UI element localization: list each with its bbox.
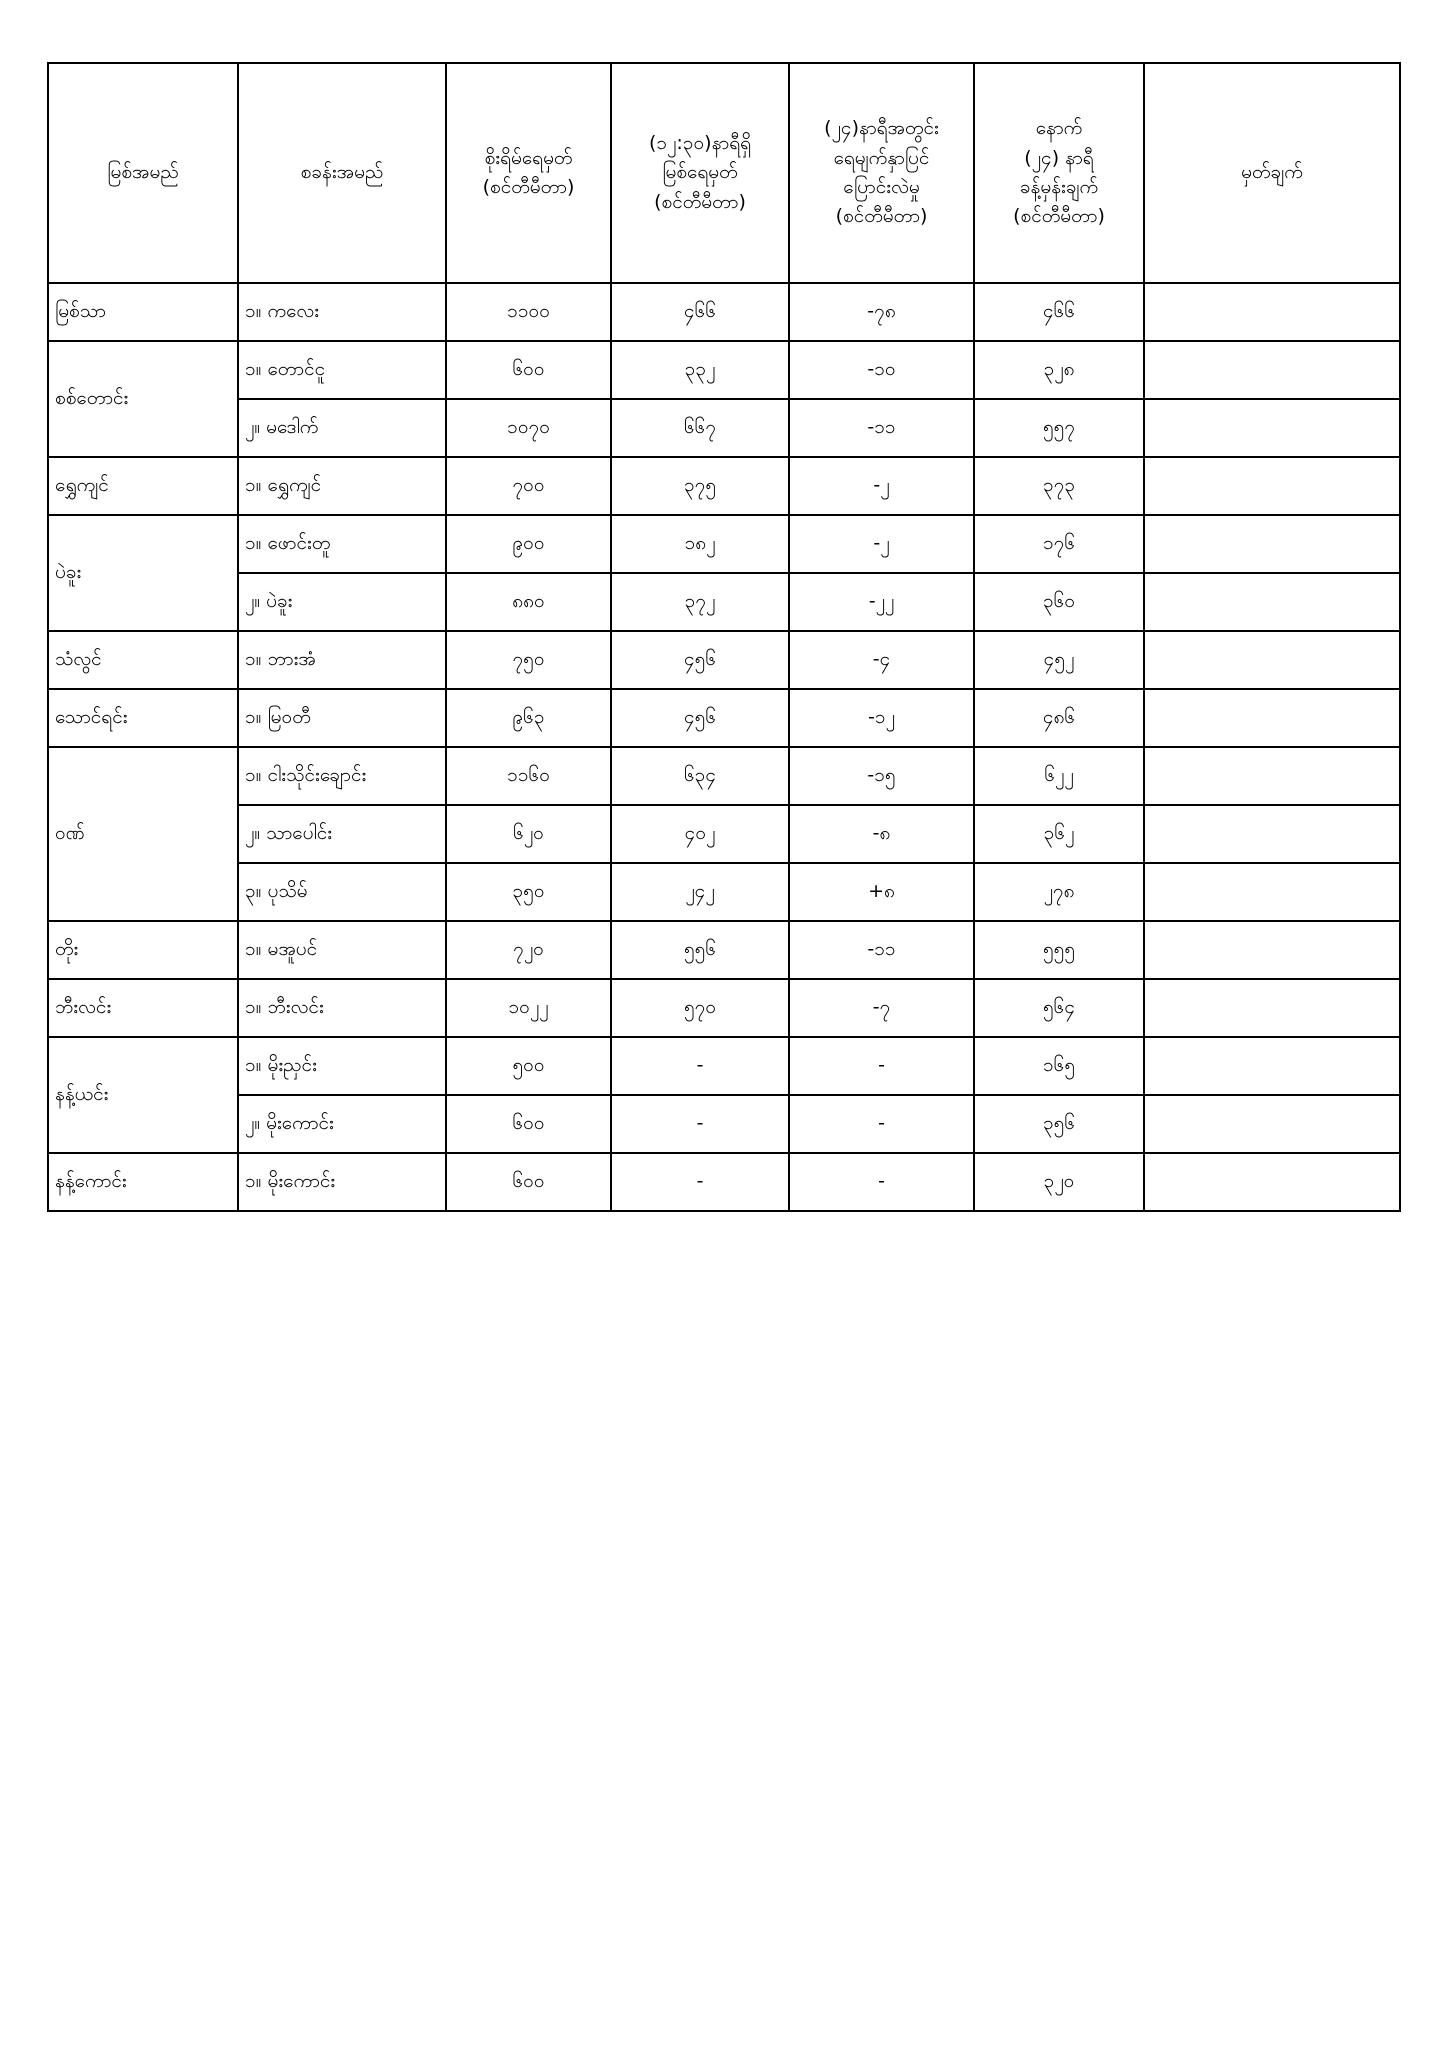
cell-river-name: ပဲခူး	[48, 515, 238, 631]
cell-current-level: ၃၇၅	[611, 457, 789, 515]
cell-river-name: တိုး	[48, 921, 238, 979]
cell-24h-forecast: ၁၇၆	[974, 515, 1144, 573]
cell-station-name: ၁။ ဖောင်းတူ	[238, 515, 446, 573]
cell-danger-level: ၁၀၇၀	[446, 399, 611, 457]
cell-current-level: ၅၇၀	[611, 979, 789, 1037]
cell-current-level: ၃၇၂	[611, 573, 789, 631]
cell-current-level: -	[611, 1153, 789, 1211]
cell-remark	[1144, 399, 1400, 457]
table-row	[48, 747, 1400, 805]
cell-24h-forecast: ၅၅၇	[974, 399, 1144, 457]
cell-24h-change: -၁၂	[789, 689, 974, 747]
cell-station-name: ၁။ ရွှေကျင်	[238, 457, 446, 515]
cell-24h-forecast: ၅၆၄	[974, 979, 1144, 1037]
table-row	[48, 1037, 1400, 1095]
column-header-station: စခန်းအမည်	[238, 63, 446, 283]
cell-24h-change: -၈	[789, 805, 974, 863]
cell-24h-forecast: ၃၆၂	[974, 805, 1144, 863]
cell-danger-level: ၈၈၀	[446, 573, 611, 631]
cell-24h-forecast: ၆၂၂	[974, 747, 1144, 805]
table-row	[48, 1153, 1400, 1211]
column-header-24h-change: (၂၄)နာရီအတွင်း ရေမျက်နှာပြင် ပြောင်းလဲမှု (စင်တီမီတာ)	[789, 63, 974, 283]
cell-station-name: ၁။ မိုးကောင်း	[238, 1153, 446, 1211]
cell-24h-forecast: ၃၅၆	[974, 1095, 1144, 1153]
cell-24h-forecast: ၃၇၃	[974, 457, 1144, 515]
cell-24h-forecast: ၄၆၆	[974, 283, 1144, 341]
cell-danger-level: ၁၁၆၀	[446, 747, 611, 805]
cell-station-name: ၁။ ဘီးလင်း	[238, 979, 446, 1037]
cell-station-name: ၁။ မိုးညှင်း	[238, 1037, 446, 1095]
cell-current-level: -	[611, 1095, 789, 1153]
cell-remark	[1144, 457, 1400, 515]
cell-river-name: သောင်ရင်း	[48, 689, 238, 747]
table-row	[48, 689, 1400, 747]
cell-remark	[1144, 1095, 1400, 1153]
cell-station-name: ၁။ မအူပင်	[238, 921, 446, 979]
cell-remark	[1144, 689, 1400, 747]
cell-remark	[1144, 1153, 1400, 1211]
cell-24h-change: -၁၅	[789, 747, 974, 805]
cell-station-name: ၁။ မြဝတီ	[238, 689, 446, 747]
cell-danger-level: ၁၀၂၂	[446, 979, 611, 1037]
table-row	[48, 979, 1400, 1037]
cell-danger-level: ၅၀၀	[446, 1037, 611, 1095]
cell-remark	[1144, 515, 1400, 573]
cell-current-level: ၂၄၂	[611, 863, 789, 921]
cell-current-level: ၆၆၇	[611, 399, 789, 457]
cell-river-name: နန့်ကောင်း	[48, 1153, 238, 1211]
cell-river-name: ရွှေကျင်	[48, 457, 238, 515]
cell-remark	[1144, 863, 1400, 921]
cell-current-level: ၃၃၂	[611, 341, 789, 399]
cell-24h-change: -၁၀	[789, 341, 974, 399]
cell-24h-forecast: ၄၅၂	[974, 631, 1144, 689]
cell-24h-forecast: ၁၆၅	[974, 1037, 1144, 1095]
cell-danger-level: ၉၆၃	[446, 689, 611, 747]
cell-current-level: ၄၀၂	[611, 805, 789, 863]
cell-danger-level: ၃၅၀	[446, 863, 611, 921]
cell-current-level: ၅၅၆	[611, 921, 789, 979]
table-row	[48, 805, 1400, 863]
cell-river-name: မြစ်သာ	[48, 283, 238, 341]
cell-station-name: ၂။ ပဲခူး	[238, 573, 446, 631]
table-row	[48, 921, 1400, 979]
cell-danger-level: ၆၀၀	[446, 1153, 611, 1211]
cell-remark	[1144, 283, 1400, 341]
cell-danger-level: ၇၂၀	[446, 921, 611, 979]
cell-24h-forecast: ၃၂၈	[974, 341, 1144, 399]
cell-24h-change: -၂	[789, 457, 974, 515]
table-row	[48, 515, 1400, 573]
cell-24h-forecast: ၄၈၆	[974, 689, 1144, 747]
cell-remark	[1144, 747, 1400, 805]
cell-24h-change: -၂	[789, 515, 974, 573]
table-body	[48, 283, 1400, 1211]
cell-danger-level: ၁၁၀၀	[446, 283, 611, 341]
cell-station-name: ၁။ ငါးသိုင်းချောင်း	[238, 747, 446, 805]
cell-station-name: ၁။ ကလေး	[238, 283, 446, 341]
table-row	[48, 457, 1400, 515]
cell-current-level: -	[611, 1037, 789, 1095]
cell-danger-level: ၆၀၀	[446, 341, 611, 399]
cell-station-name: ၂။ မဒေါက်	[238, 399, 446, 457]
cell-24h-change: -၄	[789, 631, 974, 689]
cell-remark	[1144, 341, 1400, 399]
cell-station-name: ၃။ ပုသိမ်	[238, 863, 446, 921]
cell-current-level: ၁၈၂	[611, 515, 789, 573]
cell-24h-change: -	[789, 1037, 974, 1095]
table-row	[48, 283, 1400, 341]
column-header-river: မြစ်အမည်	[48, 63, 238, 283]
cell-station-name: ၂။ သာပေါင်း	[238, 805, 446, 863]
cell-remark	[1144, 921, 1400, 979]
table-row	[48, 341, 1400, 399]
table-row	[48, 863, 1400, 921]
cell-remark	[1144, 1037, 1400, 1095]
column-header-current-level: (၁၂:၃၀)နာရီရှိ မြစ်ရေမှတ် (စင်တီမီတာ)	[611, 63, 789, 283]
cell-24h-change: -၇၈	[789, 283, 974, 341]
cell-current-level: ၄၆၆	[611, 283, 789, 341]
cell-24h-forecast: ၃၂၀	[974, 1153, 1144, 1211]
cell-24h-change: -၁၁	[789, 921, 974, 979]
cell-current-level: ၆၃၄	[611, 747, 789, 805]
column-header-24h-forecast: နောက် (၂၄) နာရီ ခန့်မှန်းချက် (စင်တီမီတာ)	[974, 63, 1144, 283]
table-row	[48, 573, 1400, 631]
cell-current-level: ၄၅၆	[611, 689, 789, 747]
cell-24h-change: -၁၁	[789, 399, 974, 457]
cell-danger-level: ၆၀၀	[446, 1095, 611, 1153]
cell-24h-forecast: ၂၇၈	[974, 863, 1144, 921]
cell-remark	[1144, 979, 1400, 1037]
cell-station-name: ၁။ တောင်ငူ	[238, 341, 446, 399]
column-header-remark: မှတ်ချက်	[1144, 63, 1400, 283]
cell-danger-level: ၉၀၀	[446, 515, 611, 573]
cell-remark	[1144, 631, 1400, 689]
cell-24h-change: +၈	[789, 863, 974, 921]
cell-current-level: ၄၅၆	[611, 631, 789, 689]
cell-remark	[1144, 805, 1400, 863]
cell-river-name: နန့်ယင်း	[48, 1037, 238, 1153]
cell-24h-change: -၂၂	[789, 573, 974, 631]
table-row	[48, 399, 1400, 457]
cell-river-name: စစ်တောင်း	[48, 341, 238, 457]
column-header-danger-level: စိုးရိမ်ရေမှတ် (စင်တီမီတာ)	[446, 63, 611, 283]
cell-24h-change: -၇	[789, 979, 974, 1037]
cell-river-name: ဝဏ်	[48, 747, 238, 921]
table-row	[48, 1095, 1400, 1153]
cell-remark	[1144, 573, 1400, 631]
cell-station-name: ၂။ မိုးကောင်း	[238, 1095, 446, 1153]
cell-river-name: သံလွင်	[48, 631, 238, 689]
cell-24h-forecast: ၅၅၅	[974, 921, 1144, 979]
river-water-level-table	[47, 62, 1401, 1212]
table-header	[48, 63, 1400, 283]
cell-danger-level: ၇၀၀	[446, 457, 611, 515]
cell-24h-forecast: ၃၆၀	[974, 573, 1144, 631]
table-row	[48, 631, 1400, 689]
cell-station-name: ၁။ ဘားအံ	[238, 631, 446, 689]
table-header-row	[48, 63, 1400, 283]
cell-danger-level: ၇၅၀	[446, 631, 611, 689]
cell-river-name: ဘီးလင်း	[48, 979, 238, 1037]
cell-24h-change: -	[789, 1153, 974, 1211]
cell-danger-level: ၆၂၀	[446, 805, 611, 863]
cell-24h-change: -	[789, 1095, 974, 1153]
